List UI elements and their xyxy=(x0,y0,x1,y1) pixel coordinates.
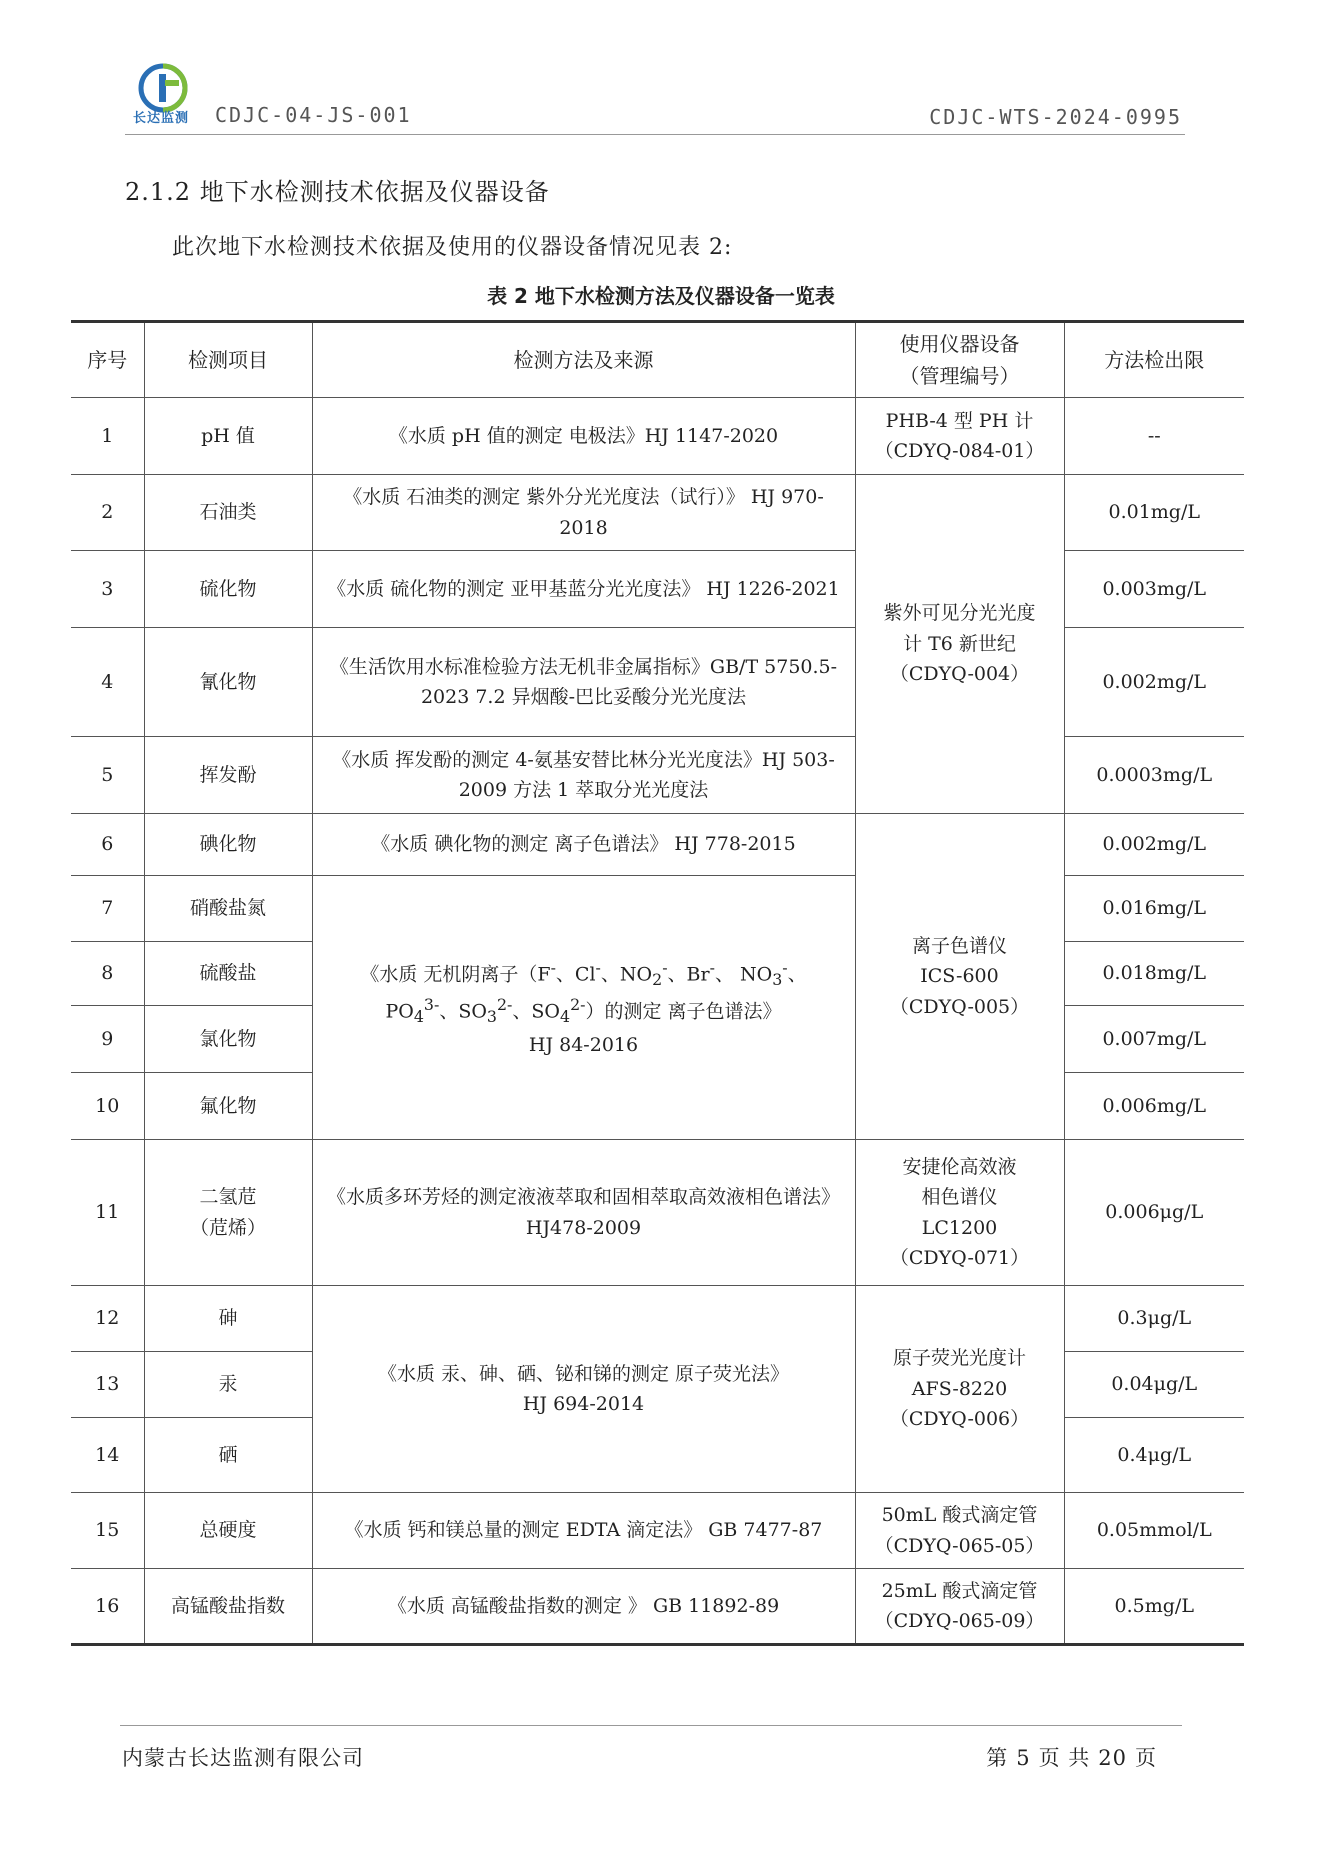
instrument-line: 安捷伦高效液 xyxy=(902,1155,1017,1178)
cell-item: 硝酸盐氮 xyxy=(144,876,312,942)
cell-limit: -- xyxy=(1064,398,1244,475)
cell-item: 汞 xyxy=(144,1352,312,1418)
table-row xyxy=(71,1569,1244,1645)
instrument-line: （CDYQ-065-09） xyxy=(874,1610,1045,1632)
cell-method: 《生活饮用水标准检验方法无机非金属指标》GB/T 5750.5-2023 7.2 异烟酸-巴比妥酸分光光度法 xyxy=(312,628,855,737)
cell-no: 10 xyxy=(71,1073,144,1140)
cell-item: 高锰酸盐指数 xyxy=(144,1569,312,1645)
instrument-line: 25mL 酸式滴定管 xyxy=(881,1579,1038,1602)
cell-no: 6 xyxy=(71,814,144,876)
table-header-row xyxy=(71,322,1244,398)
cell-limit: 0.006mg/L xyxy=(1064,1073,1244,1140)
instrument-line: LC1200 xyxy=(921,1216,998,1239)
header-limit: 方法检出限 xyxy=(1064,322,1244,398)
instrument-line: AFS-8220 xyxy=(911,1377,1008,1400)
cell-instrument xyxy=(855,1493,1064,1569)
table-caption: 表 2 地下水检测方法及仪器设备一览表 xyxy=(487,284,835,308)
cell-no: 2 xyxy=(71,475,144,551)
section-title: 2.1.2 地下水检测技术依据及仪器设备 xyxy=(125,178,550,206)
cell-item: 挥发酚 xyxy=(144,737,312,814)
table-row xyxy=(71,475,1244,551)
cell-no: 7 xyxy=(71,876,144,942)
cell-item: 硫化物 xyxy=(144,551,312,628)
header-instrument-line2: （管理编号） xyxy=(899,364,1020,388)
cell-item: 硫酸盐 xyxy=(144,942,312,1006)
metals-method-line1: 《水质 汞、砷、硒、铋和锑的测定 原子荧光法》 xyxy=(377,1362,790,1385)
cell-no: 14 xyxy=(71,1418,144,1493)
instrument-line: 紫外可见分光光度 xyxy=(883,602,1036,625)
cell-method: 《水质 硫化物的测定 亚甲基蓝分光光度法》 HJ 1226-2021 xyxy=(312,551,855,628)
cell-item: 总硬度 xyxy=(144,1493,312,1569)
cell-no: 1 xyxy=(71,398,144,475)
cell-item: 砷 xyxy=(144,1286,312,1352)
item-line: 二氢苊 xyxy=(199,1186,257,1209)
instrument-line: 相色谱仪 xyxy=(921,1186,998,1209)
header-instrument-line1: 使用仪器设备 xyxy=(899,332,1020,356)
header-method: 检测方法及来源 xyxy=(312,322,855,398)
cell-no: 13 xyxy=(71,1352,144,1418)
company-name: 内蒙古长达监测有限公司 xyxy=(122,1746,364,1770)
cell-instrument xyxy=(855,1286,1064,1493)
cell-item: 石油类 xyxy=(144,475,312,551)
table-row xyxy=(71,628,1244,737)
instrument-line: （CDYQ-071） xyxy=(889,1246,1030,1269)
table-row xyxy=(71,814,1244,876)
cell-no: 3 xyxy=(71,551,144,628)
cell-item xyxy=(144,1140,312,1286)
cell-limit: 0.4μg/L xyxy=(1064,1418,1244,1493)
instrument-line: （CDYQ-004） xyxy=(889,663,1030,686)
cell-limit: 0.01mg/L xyxy=(1064,475,1244,551)
cell-item: 硒 xyxy=(144,1418,312,1493)
header-rule xyxy=(125,134,1185,135)
document-code: CDJC-04-JS-001 xyxy=(215,103,412,127)
table-row xyxy=(71,1286,1244,1352)
table-row xyxy=(71,1140,1244,1286)
item-line: （苊烯） xyxy=(189,1216,266,1239)
cell-limit: 0.5mg/L xyxy=(1064,1569,1244,1645)
cell-limit: 0.0003mg/L xyxy=(1064,737,1244,814)
anion-method-line2: $PO_4^{3-}$、$SO_3^{2-}$、$SO_4^{2-}$）的测定 离子色谱法》 xyxy=(385,995,782,1027)
instrument-line: PHB-4 型 PH 计 xyxy=(885,409,1034,432)
header-instrument xyxy=(855,322,1064,398)
cell-instrument xyxy=(855,1140,1064,1286)
cell-instrument xyxy=(855,814,1064,1140)
instrument-line: 计 T6 新世纪 xyxy=(903,632,1016,655)
anion-method-line3: HJ 84-2016 xyxy=(528,1033,639,1056)
instrument-line: 50mL 酸式滴定管 xyxy=(881,1504,1038,1527)
cell-no: 5 xyxy=(71,737,144,814)
cell-instrument xyxy=(855,475,1064,814)
instrument-line: ICS-600 xyxy=(920,965,999,988)
footer-rule xyxy=(120,1725,1182,1726)
instrument-line: （CDYQ-084-01） xyxy=(874,440,1045,462)
cell-no: 15 xyxy=(71,1493,144,1569)
cell-method xyxy=(312,1286,855,1493)
table-row xyxy=(71,737,1244,814)
cell-no: 4 xyxy=(71,628,144,737)
cell-no: 11 xyxy=(71,1140,144,1286)
cell-method: 《水质 挥发酚的测定 4-氨基安替比林分光光度法》HJ 503-2009 方法 1 萃取分光光度法 xyxy=(312,737,855,814)
cell-method: 《水质多环芳烃的测定液液萃取和固相萃取高效液相色谱法》HJ478-2009 xyxy=(312,1140,855,1286)
page-number: 第 5 页 共 20 页 xyxy=(986,1746,1157,1770)
cell-no: 9 xyxy=(71,1006,144,1073)
table-row xyxy=(71,398,1244,475)
instrument-line: （CDYQ-065-05） xyxy=(874,1534,1045,1557)
cell-limit: 0.05mmol/L xyxy=(1064,1493,1244,1569)
instrument-line: （CDYQ-005） xyxy=(889,995,1030,1018)
cell-limit: 0.006μg/L xyxy=(1064,1140,1244,1286)
intro-paragraph: 此次地下水检测技术依据及使用的仪器设备情况见表 2: xyxy=(172,235,733,260)
cell-instrument xyxy=(855,1569,1064,1645)
logo-text: 长达监测 xyxy=(133,111,190,126)
report-number: CDJC-WTS-2024-0995 xyxy=(929,105,1182,129)
anion-method-line1: 《水质 无机阴离子（F-、Cl-、$NO_2^-$、Br-、 $NO_3^-$、 xyxy=(360,957,807,989)
cell-item: 氟化物 xyxy=(144,1073,312,1140)
cell-instrument xyxy=(855,398,1064,475)
cell-item: 氰化物 xyxy=(144,628,312,737)
methods-equipment-table xyxy=(71,320,1244,1646)
table-row xyxy=(71,551,1244,628)
cell-method: 《水质 石油类的测定 紫外分光光度法（试行）》 HJ 970-2018 xyxy=(312,475,855,551)
instrument-line: （CDYQ-006） xyxy=(889,1408,1030,1431)
table-row xyxy=(71,1493,1244,1569)
cell-limit: 0.016mg/L xyxy=(1064,876,1244,942)
cell-limit: 0.018mg/L xyxy=(1064,942,1244,1006)
cell-no: 16 xyxy=(71,1569,144,1645)
table-row xyxy=(71,876,1244,942)
cell-limit: 0.04μg/L xyxy=(1064,1352,1244,1418)
cell-limit: 0.002mg/L xyxy=(1064,628,1244,737)
header-no: 序号 xyxy=(71,322,144,398)
metals-method-line2: HJ 694-2014 xyxy=(522,1393,645,1415)
instrument-line: 离子色谱仪 xyxy=(911,934,1007,957)
cell-method: 《水质 高锰酸盐指数的测定 》 GB 11892-89 xyxy=(312,1569,855,1645)
cell-item: 氯化物 xyxy=(144,1006,312,1073)
cell-item: pH 值 xyxy=(144,398,312,475)
cell-limit: 0.003mg/L xyxy=(1064,551,1244,628)
cell-method: 《水质 碘化物的测定 离子色谱法》 HJ 778-2015 xyxy=(312,814,855,876)
cell-method: 《水质 pH 值的测定 电极法》HJ 1147-2020 xyxy=(312,398,855,475)
cell-limit: 0.007mg/L xyxy=(1064,1006,1244,1073)
cell-method: 《水质 钙和镁总量的测定 EDTA 滴定法》 GB 7477-87 xyxy=(312,1493,855,1569)
cell-no: 8 xyxy=(71,942,144,1006)
cell-method xyxy=(312,876,855,1140)
header-item: 检测项目 xyxy=(144,322,312,398)
instrument-line: 原子荧光光度计 xyxy=(892,1347,1026,1370)
cell-limit: 0.3μg/L xyxy=(1064,1286,1244,1352)
cell-limit: 0.002mg/L xyxy=(1064,814,1244,876)
cell-item: 碘化物 xyxy=(144,814,312,876)
cell-no: 12 xyxy=(71,1286,144,1352)
